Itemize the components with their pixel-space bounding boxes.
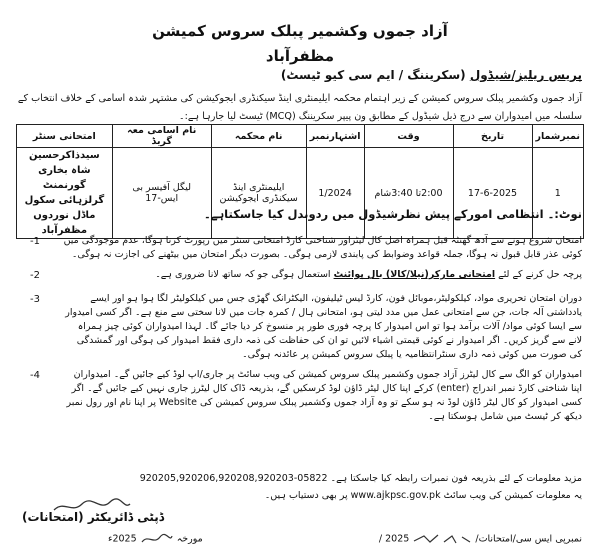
th-ad-no: اشتہارنمبر <box>306 125 364 148</box>
phone-numbers: 05822-920205,920206,920208,920203 <box>139 473 328 484</box>
note-2-text <box>62 268 582 282</box>
org-title: آزاد جموں وکشمیر پبلک سروس کمیشن <box>152 22 448 40</box>
issue-date <box>108 533 203 545</box>
th-center: امتحانی سنٹر <box>17 125 113 148</box>
website-suffix: پر بھی دستیاب ہیں۔ <box>264 490 348 501</box>
note-2-marker: امتحانی مارکر(نیلا/کالا) بال پوائنٹ <box>333 269 496 280</box>
date-year: 2025ء <box>108 533 137 545</box>
city-title: مظفرآباد <box>265 47 335 65</box>
th-time: وقت <box>364 125 453 148</box>
th-date: تاریخ <box>453 125 532 148</box>
notice-title-prefix: پریس ریلیز/شیڈول <box>469 68 582 82</box>
reference-year: 2025 / <box>378 533 410 545</box>
note-2-number: -2 <box>30 270 40 281</box>
cell-time: 2:00تا 3:40شام <box>364 148 453 239</box>
reference-label: نمبرپی ایس سی/امتحانات/ <box>475 533 582 545</box>
notice-intro: آزاد جموں وکشمیر پبلک سروس کمیشن کے زیر اہتمام محکمہ ایلیمنٹری اینڈ سیکنڈری ایجوکیشن کی مشتہر شدہ اسامی کے خلاف انتخاب کے سلسلہ میں امیدواران سے درج ذیل شیڈول کے مطابق ون پیپر سکریننگ (MCQ) ٹیسٹ لیا جارہا ہے:۔ <box>17 93 582 122</box>
handwritten-ref-icon <box>412 533 472 545</box>
note-1-text: امتحان شروع ہونے سے آدھ گھنٹہ قبل ہمراہ اصل کال لیٹراور شناختی کارڈ امتحانی سنٹر میں رپورٹ کرنا ہوگا، عدم موجودگی میں کوئی عذر قابل قبول نہ ہوگا، جملہ قواعد وضوابط کی پابندی لازمی ہوگی۔ بصورت دیگر امتحان میں بیٹھنے کی اجازت نہ ہوگی۔ <box>63 235 582 260</box>
contact-label: مزید معلومات کے لئے بذریعہ فون نمبرات رابطہ کیا جاسکتا ہے۔ <box>330 473 582 484</box>
note-3-number: -3 <box>30 294 40 305</box>
cell-center: سیدذاکرحسین شاہ بخاری گورنمنٹ گرلزہائی سکول ماڈل نوردوں مظفرآباد <box>17 148 113 239</box>
notice-title-suffix: (سکریننگ / ایم سی کیو ٹیسٹ) <box>280 68 466 82</box>
note-3-text: دوران امتحان تحریری مواد، کیلکولیٹر،موبائل فون، کارڈ لیس ٹیلیفون، الیکٹرانک گھڑی جس میں کیلکولیٹر لگا ہوا ہو اور ایسے یادداشتی آلہ جات، جن سے امتحانی عمل میں مدد لیتی ہو، امتحانی ہال / کمرہ جات میں لانا سختی سے منع ہے۔ اگر کسی امیدوار سے ایسا کوئی مواد/ آلات برآمد ہوا تو اس امیدوار کا پرچہ فوری طور پر منسوخ کر دیا جائے گا۔ لہذا امیدواران کوئی چیز ہمراہ لانے سے گریز کریں۔ اگر امیدوار نے کوئی قیمتی اشیاء لائیں تو ان کی حفاظت کی ذمہ داری فقط امیدوار کی ہوگی اور گمشدگی کی صورت میں کوئی ذمہ داری سنٹرانتظامیہ یا پبلک سروس کمیشن پر عائدنہ ہوگی۔ <box>65 293 582 360</box>
website-label: یہ معلومات کمیشن کی ویب سائٹ <box>443 490 582 501</box>
note-1-number: -1 <box>30 236 40 247</box>
note-4-number: -4 <box>30 370 40 381</box>
reference-number <box>379 533 582 545</box>
handwritten-date-icon <box>140 533 174 545</box>
cell-sr: 1 <box>532 148 583 239</box>
notice-title <box>17 68 582 82</box>
th-post: نام اسامی معہ گریڈ <box>112 125 211 148</box>
cell-post: لیگل آفیسر بی ایس-17 <box>112 148 211 239</box>
website-link[interactable]: www.ajkpsc.gov.pk <box>350 490 441 501</box>
note-2-text-c: استعمال ہوگی جو کہ ساتھ لانا ضروری ہے۔ <box>155 269 334 280</box>
cell-ad-no: 1/2024 <box>306 148 364 239</box>
th-department: نام محکمہ <box>211 125 306 148</box>
note-2-text-a: پرچہ حل کرنے کے لئے <box>495 269 582 280</box>
notes-heading: نوٹ:۔ انتظامی امورکے پیش نظرشیڈول میں ردوبدل کیا جاسکتاہے۔ <box>203 207 582 221</box>
table-header-row <box>17 125 584 148</box>
th-sr: نمبرشمار <box>532 125 583 148</box>
signatory: ڈپٹی ڈائریکٹر (امتحانات) <box>22 510 165 524</box>
note-4-text: امیدواران کو الگ سے کال لیٹرز آزاد جموں وکشمیر پبلک سروس کمیشن کی ویب سائٹ پر جاری/اپ لوڈ کیے جائیں گے۔ امیدواران اپنا شناختی کارڈ نمبر اندراج (enter) کرکے اپنا کال لیٹر ڈاؤن لوڈ کرسکیں گے، بذریعہ ڈاک کال لیٹرز جاری نہیں کیے جائیں گے۔ اگر کسی امیدوار کو کال لیٹر ڈاؤن لوڈ نہ ہو سکے تو وہ آزاد جموں وکشمیر پبلک سروس کمیشن کی Website پر اپنا نام اور رول نمبر دیکھ کر ٹیسٹ میں شامل ہوسکتا ہے۔ <box>66 369 582 422</box>
table-row <box>17 148 584 239</box>
contact-line <box>22 473 582 484</box>
cell-department: ایلیمنٹری اینڈ سیکنڈری ایجوکیشن <box>211 148 306 239</box>
schedule-table <box>16 124 584 239</box>
cell-date: 17-6-2025 <box>453 148 532 239</box>
date-label: مورخہ <box>176 533 203 545</box>
